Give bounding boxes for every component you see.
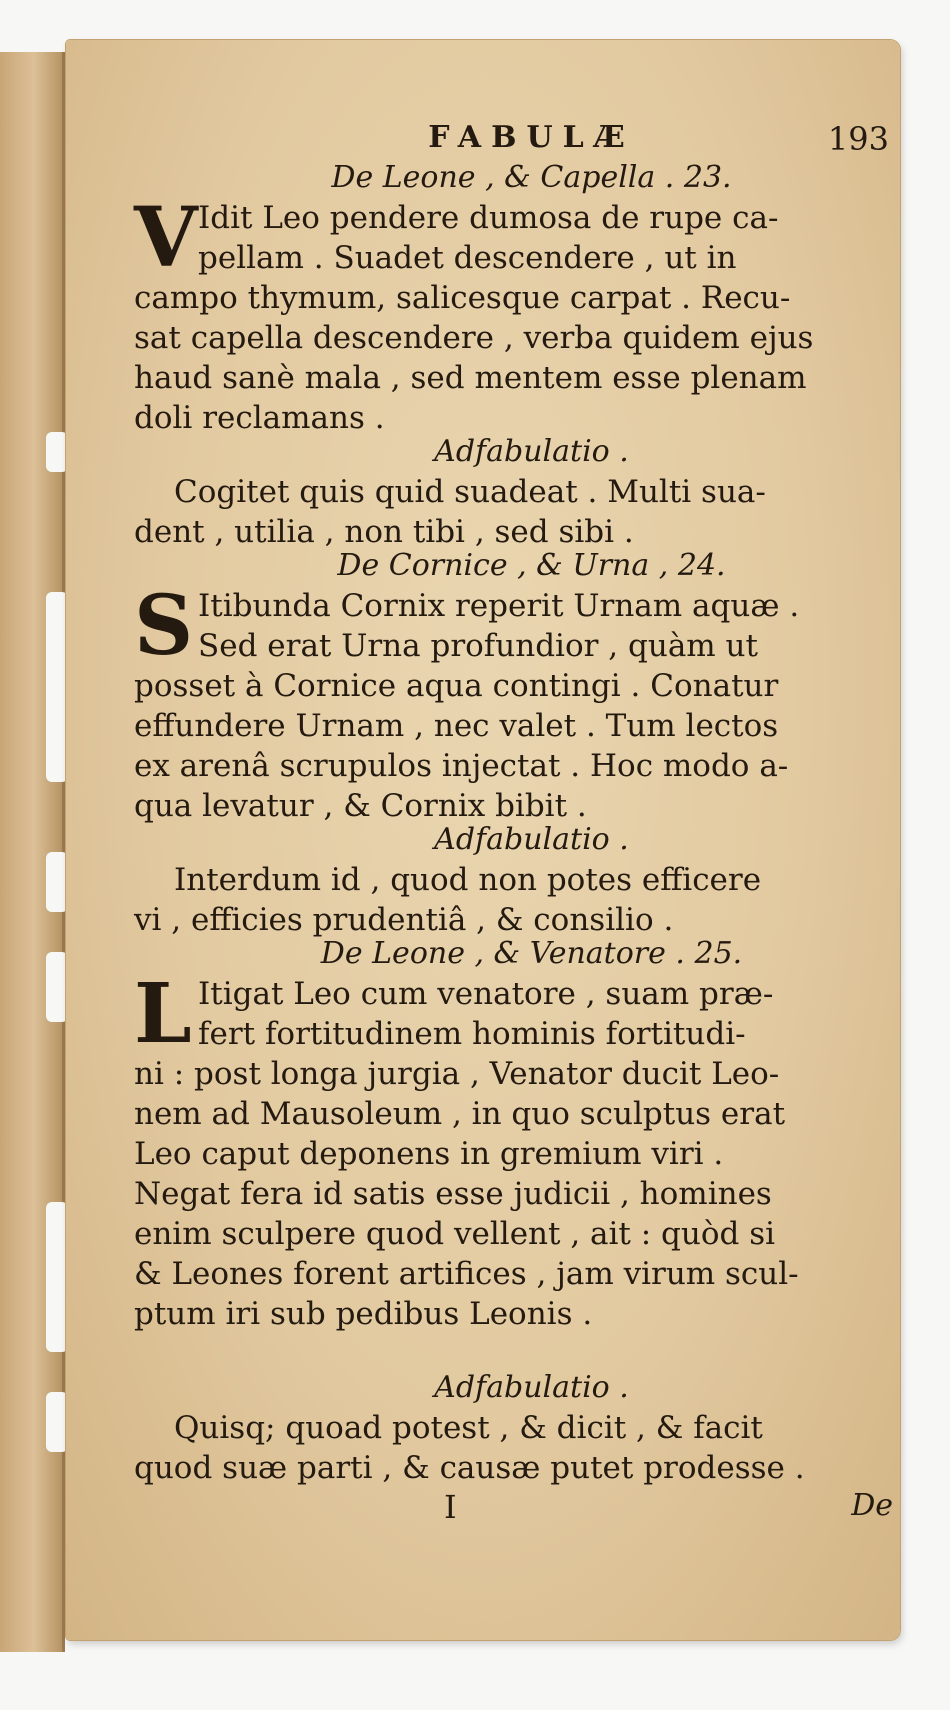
paper-tear (46, 432, 68, 472)
text-line: & Leones forent artifices , jam virum scul- (134, 1256, 799, 1292)
drop-cap: V (134, 190, 198, 286)
text-line: enim sculpere quod vellent , ait : quòd si (134, 1216, 776, 1252)
text-line: campo thymum, salicesque carpat . Recu- (134, 280, 791, 316)
paper-tear (46, 1392, 68, 1452)
text-line: nem ad Mausoleum , in quo sculptus erat (134, 1096, 786, 1132)
text-line: doli reclamans . (134, 400, 385, 436)
running-head (134, 120, 929, 164)
page-number: 193 (827, 120, 889, 158)
book-page (66, 40, 900, 1640)
moral-body (134, 1408, 929, 1488)
text-line: Negat fera id satis esse judicii , homines (134, 1176, 772, 1212)
text-line: Leo caput deponens in gremium viri . (134, 1136, 724, 1172)
moral-heading: Adfabulatio . (434, 434, 629, 469)
moral-heading: Adfabulatio . (434, 1370, 629, 1405)
fable-heading: De Cornice , & Urna , 24. (337, 548, 726, 583)
facing-page-edge (0, 52, 65, 1652)
text-line: effundere Urnam , nec valet . Tum lectos (134, 708, 779, 744)
fable-heading: De Leone , & Venatore . 25. (320, 936, 743, 971)
text-line: posset à Cornice aqua contingi . Conatur (134, 668, 779, 704)
text-line: dent , utilia , non tibi , sed sibi . (134, 514, 634, 550)
text-line: ptum iri sub pedibus Leonis . (134, 1296, 593, 1332)
text-line: Cogitet quis quid suadeat . Multi sua- (174, 474, 766, 510)
moral-body (134, 860, 929, 940)
fable-body (134, 190, 929, 438)
text-line: Quisq; quoad potest , & dicit , & facit (174, 1410, 763, 1446)
fable-body (134, 966, 929, 1334)
text-line: Idit Leo pendere dumosa de rupe ca- (198, 200, 779, 236)
text-line: pellam . Suadet descendere , ut in (198, 240, 737, 276)
text-line: sat capella descendere , verba quidem ejus (134, 320, 814, 356)
fable-heading: De Leone , & Capella . 23. (331, 160, 732, 195)
moral-heading: Adfabulatio . (434, 822, 629, 857)
drop-cap: L (134, 966, 192, 1062)
text-line: haud sanè mala , sed mentem esse plenam (134, 360, 807, 396)
paper-tear (46, 852, 68, 912)
signature-mark: I (444, 1488, 457, 1526)
text-line: fert fortitudinem hominis fortitudi- (198, 1016, 746, 1052)
paper-tear (46, 592, 68, 782)
drop-cap: S (134, 578, 194, 674)
text-line: Itibunda Cornix reperit Urnam aquæ . (198, 588, 800, 624)
moral-body (134, 472, 929, 552)
paper-tear (46, 952, 68, 1022)
fable-body (134, 578, 929, 826)
text-line: Sed erat Urna profundior , quàm ut (198, 628, 758, 664)
text-line: ex arenâ scrupulos injectat . Hoc modo a- (134, 748, 789, 784)
text-line: Itigat Leo cum venatore , suam præ- (198, 976, 774, 1012)
text-line: quod suæ parti , & causæ putet prodesse . (134, 1450, 805, 1486)
text-line: vi , efficies prudentiâ , & consilio . (134, 902, 674, 938)
text-line: qua levatur , & Cornix bibit . (134, 788, 587, 824)
text-line: Interdum id , quod non potes efficere (174, 862, 762, 898)
text-line: ni : post longa jurgia , Venator ducit Leo- (134, 1056, 780, 1092)
running-title: FABULÆ (428, 120, 635, 155)
catchword: De (851, 1488, 893, 1523)
paper-tear (46, 1202, 68, 1352)
page-text (134, 120, 929, 1530)
page-footer (134, 1488, 929, 1530)
